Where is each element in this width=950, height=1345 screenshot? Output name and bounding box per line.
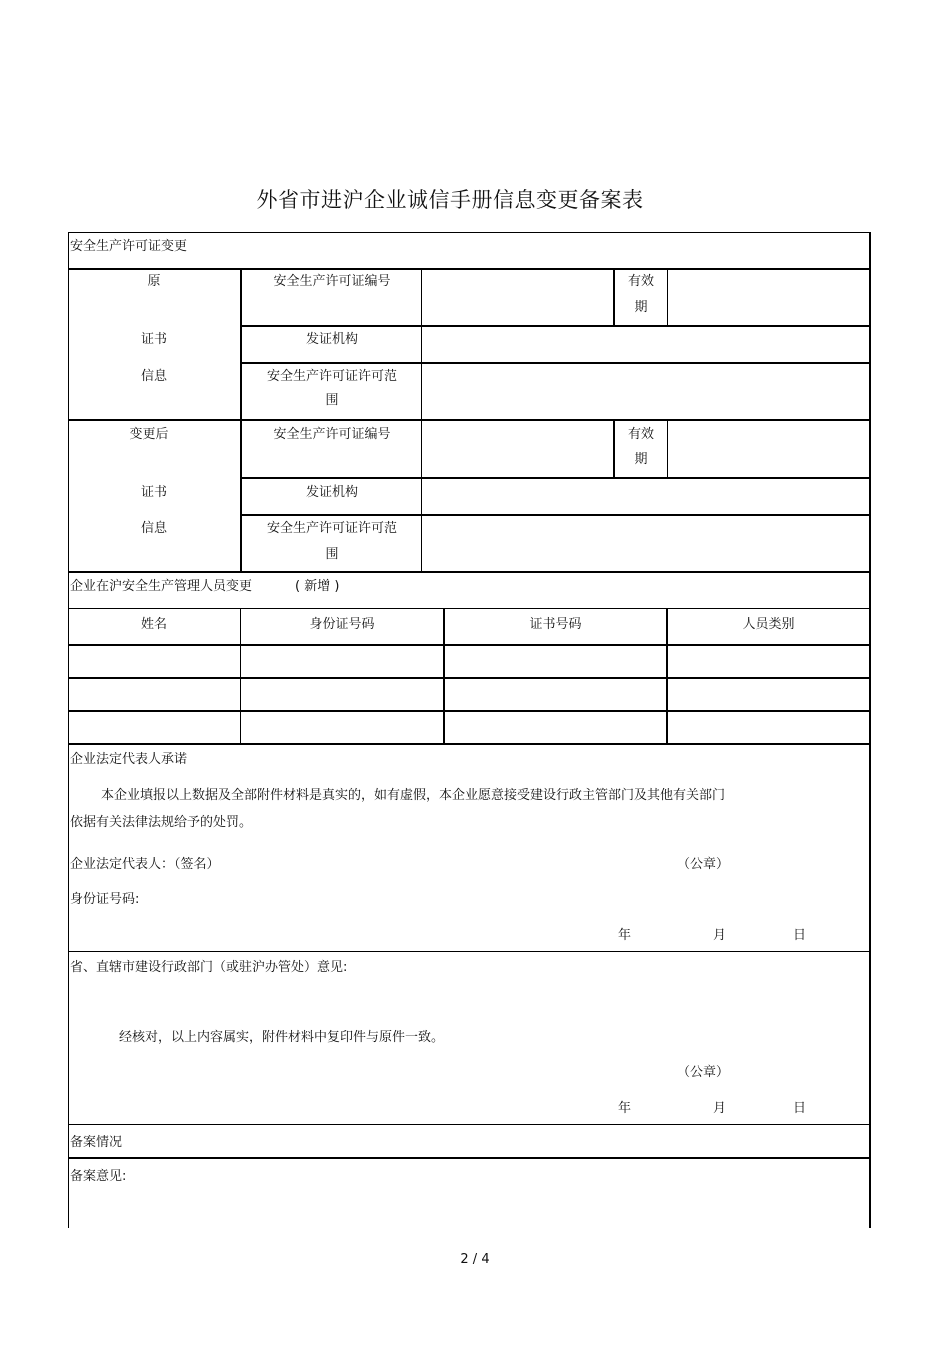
commitment-month-label: 月	[713, 928, 727, 943]
original-issuer-label: 发证机构	[305, 332, 358, 347]
license-section-heading: 安全生产许可证变更	[70, 239, 188, 254]
original-license-no-label: 安全生产许可证编号	[273, 274, 391, 289]
column-header-name: 姓名	[140, 617, 167, 632]
personnel-row-1-cert[interactable]	[445, 646, 666, 677]
column-header-id-number: 身份证号码	[309, 617, 375, 632]
personnel-row-2-cert[interactable]	[445, 679, 666, 710]
representative-id-label: 身份证号码:	[70, 892, 140, 907]
original-issuer-field[interactable]	[423, 327, 868, 361]
changed-cert-label-3: 信息	[140, 521, 167, 536]
opinion-seal-label: （公章）	[677, 1065, 730, 1080]
personnel-row-3-name[interactable]	[69, 712, 240, 743]
original-license-no-field[interactable]	[423, 270, 612, 325]
changed-issuer-label: 发证机构	[305, 485, 358, 500]
changed-validity-label-2: 期	[634, 452, 648, 467]
original-scope-label-2: 围	[325, 393, 339, 408]
original-validity-field[interactable]	[669, 270, 868, 325]
opinion-day-label: 日	[793, 1101, 807, 1116]
changed-cert-label-2: 证书	[140, 485, 167, 500]
commitment-body-line-2: 依据有关法律法规给予的处罚。	[70, 815, 253, 830]
original-validity-label-2: 期	[634, 300, 648, 315]
opinion-body: 经核对，以上内容属实，附件材料中复印件与原件一致。	[119, 1030, 445, 1045]
personnel-row-1-type[interactable]	[668, 646, 869, 677]
commitment-day-label: 日	[793, 928, 807, 943]
commitment-section-heading: 企业法定代表人承诺	[70, 752, 188, 767]
personnel-row-2-id[interactable]	[241, 679, 443, 710]
representative-signature-label: 企业法定代表人：（签名）	[70, 857, 220, 872]
personnel-section-heading: 企业在沪安全生产管理人员变更	[70, 579, 253, 594]
changed-license-no-field[interactable]	[423, 423, 612, 477]
filing-opinion-label: 备案意见:	[70, 1169, 127, 1184]
opinion-section-heading: 省、直辖市建设行政部门（或驻沪办管处）意见:	[70, 960, 348, 975]
original-scope-field[interactable]	[423, 364, 868, 418]
personnel-row-3-cert[interactable]	[445, 712, 666, 743]
changed-validity-label: 有效	[627, 427, 654, 442]
opinion-year-label: 年	[618, 1101, 632, 1116]
changed-scope-field[interactable]	[423, 517, 868, 570]
column-header-cert-number: 证书号码	[529, 617, 582, 632]
changed-scope-label: 安全生产许可证许可范	[266, 521, 397, 536]
original-validity-label: 有效	[627, 274, 654, 289]
personnel-row-2-type[interactable]	[668, 679, 869, 710]
personnel-row-1-name[interactable]	[69, 646, 240, 677]
column-header-personnel-type: 人员类别	[742, 617, 795, 632]
personnel-row-3-type[interactable]	[668, 712, 869, 743]
changed-issuer-field[interactable]	[423, 480, 868, 514]
filing-form-table	[68, 232, 871, 1228]
original-cert-label-2: 证书	[140, 332, 167, 347]
original-cert-label-3: 信息	[140, 369, 167, 384]
filing-opinion-field[interactable]	[69, 1190, 868, 1228]
changed-license-no-label: 安全生产许可证编号	[273, 427, 391, 442]
changed-validity-field[interactable]	[669, 423, 868, 477]
page-title: 外省市进沪企业诚信手册信息变更备案表	[256, 188, 644, 212]
commitment-body-line-1: 本企业填报以上数据及全部附件材料是真实的，如有虚假，本企业愿意接受建设行政主管部门及其他有关部门	[101, 788, 726, 803]
personnel-row-2-name[interactable]	[69, 679, 240, 710]
commitment-year-label: 年	[618, 928, 632, 943]
page-number: 2 / 4	[460, 1252, 490, 1267]
original-cert-label: 原	[147, 274, 161, 289]
personnel-row-1-id[interactable]	[241, 646, 443, 677]
changed-scope-label-2: 围	[325, 547, 339, 562]
personnel-heading-note: ( 新增 )	[295, 579, 340, 594]
commitment-seal-label: （公章）	[677, 857, 730, 872]
original-scope-label: 安全生产许可证许可范	[266, 369, 397, 384]
personnel-row-3-id[interactable]	[241, 712, 443, 743]
filing-section-heading: 备案情况	[70, 1135, 123, 1150]
opinion-month-label: 月	[713, 1101, 727, 1116]
changed-cert-label: 变更后	[129, 427, 169, 442]
